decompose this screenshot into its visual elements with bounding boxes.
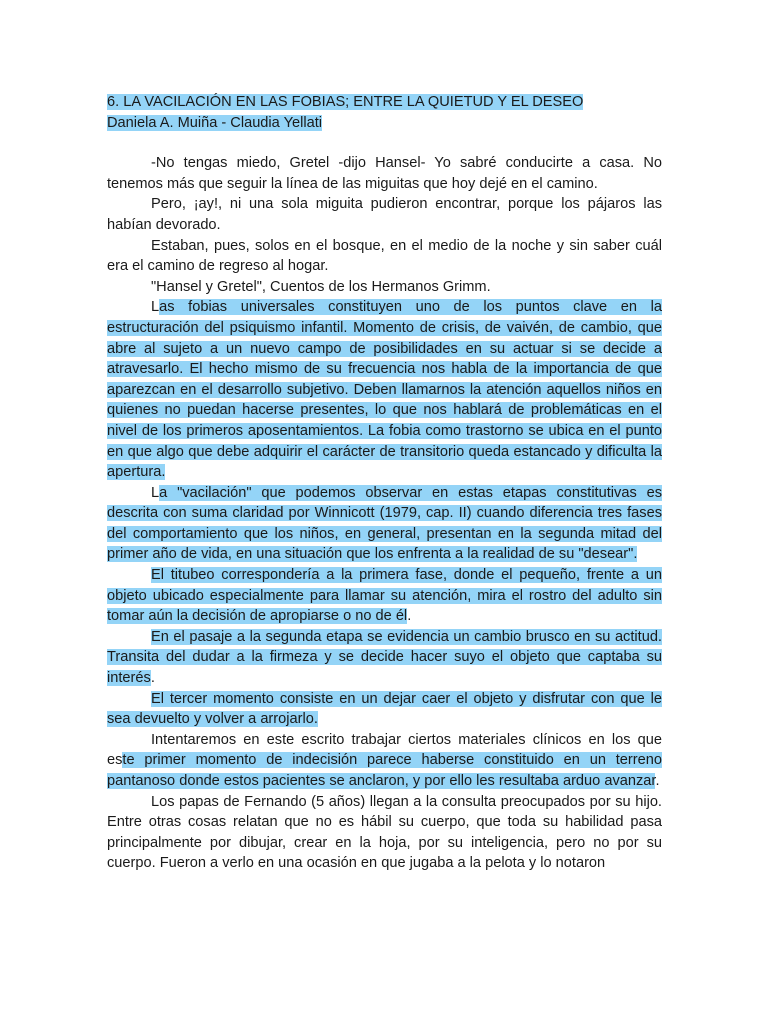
highlight: as fobias universales constituyen uno de los puntos clave en la estructuración del psiquismo infantil. Momento de crisis, de vaivén, de cambio, que abre al sujeto a un nuevo campo de posibilidades en su actuar si se decide a atravesarlo. El hecho mismo de su frecuencia nos habla de la importancia de que aparezcan en el desarrollo subjetivo. Deben llamarnos la atención aquellos niños en quienes no puedan hacerse presentes, lo que nos hablará de problemáticas en el nivel de los primeros aposentamientos. La fobia como trastorno se ubica en el punto en que algo que debe adquirir el carácter de transitorio queda estancado y dificulta la apertura. [107,299,662,481]
body-paragraph-4: En el pasaje a la segunda etapa se evidencia un cambio brusco en su actitud. Transita del dudar a la firmeza y se decide hacer suyo el objeto que captaba su interés. [107,628,662,687]
document-authors: Daniela A. Muiña - Claudia Yellati [107,114,322,131]
body-paragraph-7: Los papas de Fernando (5 años) llegan a la consulta preocupados por su hijo. Entre otras cosas relatan que no es hábil su cuerpo, que toda su habilidad pasa principalmente por dibujar, crear en la hoja, por su inteligencia, pero no por su cuerpo. Fueron a verlo en una ocasión en que jugaba a la pelota y lo notaron [107,793,662,872]
epigraph-citation: "Hansel y Gretel", Cuentos de los Hermanos Grimm. [151,278,491,295]
epigraph-paragraph-1: -No tengas miedo, Gretel -dijo Hansel- Yo sabré conducirte a casa. No tenemos más que seguir la línea de las miguitas que hoy dejé en el camino. [107,155,662,192]
highlight: te primer momento de indecisión parece haberse constituido en un terreno pantanoso donde estos pacientes se anclaron, y por ello les resultaba arduo avanzar [107,752,662,789]
document-page [107,92,662,874]
body-paragraph-3: El titubeo correspondería a la primera fase, donde el pequeño, frente a un objeto ubicado especialmente para llamar su atención, mira el rostro del adulto sin tomar aún la decisión de apropiarse o no de él. [107,567,662,625]
epigraph-paragraph-3: Estaban, pues, solos en el bosque, en el medio de la noche y sin saber cuál era el camino de regreso al hogar. [107,237,662,275]
body-paragraph-1: Las fobias universales constituyen uno de los puntos clave en la estructuración del psiquismo infantil. Momento de crisis, de vaivén, de cambio, que abre al sujeto a un nuevo campo de posibilidades en su actuar si se decide a atravesarlo. El hecho mismo de su frecuencia nos habla de la importancia de que aparezcan en el desarrollo subjetivo. Deben llamarnos la atención aquellos niños en quienes no puedan hacerse presentes, lo que nos hablará de problemáticas en el nivel de los primeros aposentamientos. La fobia como trastorno se ubica en el punto en que algo que debe adquirir el carácter de transitorio queda estancado y dificulta la apertura. [107,299,662,481]
highlight: En el pasaje a la segunda etapa se evidencia un cambio brusco en su actitud. Transita del dudar a la firmeza y se decide hacer suyo el objeto que captaba su interés [107,628,662,687]
epigraph-paragraph-2: Pero, ¡ay!, ni una sola miguita pudieron encontrar, porque los pájaros las habían devorado. [107,196,662,233]
body-paragraph-2: La "vacilación" que podemos observar en estas etapas constitutivas es descrita con suma claridad por Winnicott (1979, cap. II) cuando diferencia tres fases del comportamiento que los niños, en general, presentan en la segunda mitad del primer año de vida, en una situación que los enfrenta a la realidad de su "desear". [107,484,662,563]
document-title: 6. LA VACILACIÓN EN LAS FOBIAS; ENTRE LA QUIETUD Y EL DESEO [107,94,584,110]
highlight: a "vacilación" que podemos observar en estas etapas constitutivas es descrita con suma claridad por Winnicott (1979, cap. II) cuando diferencia tres fases del comportamiento que los niños, en general, presentan en la segunda mitad del primer año de vida, en una situación que los enfrenta a la realidad de su "desear". [107,484,662,563]
body-paragraph-6: Intentaremos en este escrito trabajar ciertos materiales clínicos en los que este primer momento de indecisión parece haberse constituido en un terreno pantanoso donde estos pacientes se anclaron, y por ello les resultaba arduo avanzar. [107,731,662,789]
body-paragraph-5 [107,689,662,730]
highlight: El titubeo correspondería a la primera fase, donde el pequeño, frente a un objeto ubicado especialmente para llamar su atención, mira el rostro del adulto sin tomar aún la decisión de apropiarse o no de él [107,567,662,625]
spacer [107,133,662,153]
highlight: El tercer momento consiste en un dejar caer el objeto y disfrutar con que le sea devuelto y volver a arrojarlo. [107,690,662,728]
